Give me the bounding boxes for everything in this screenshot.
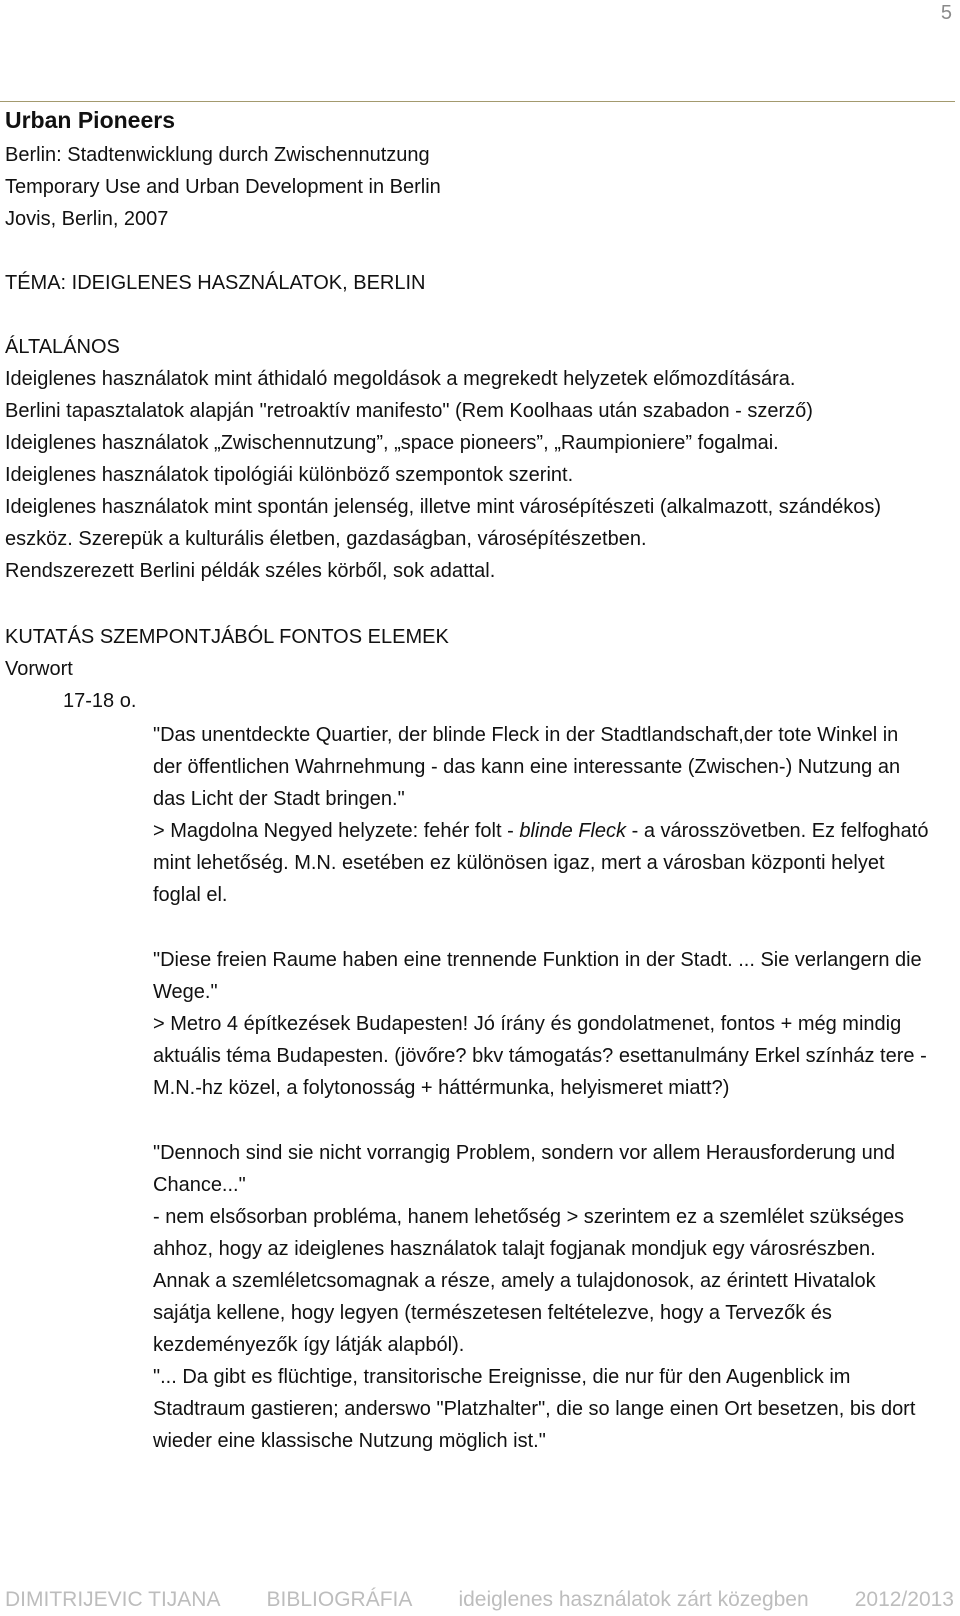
footer-author: DIMITRIJEVIC TIJANA bbox=[5, 1588, 221, 1611]
comment-line: Annak a szemléletcsomagnak a része, amely a tulajdonosok, az érintett Hivatalok bbox=[153, 1270, 876, 1292]
comment-emphasis: blinde Fleck bbox=[519, 820, 627, 842]
quote-3 bbox=[153, 1137, 943, 1457]
general-line: Ideiglenes használatok tipológiái különböző szempontok szerint. bbox=[5, 464, 574, 486]
comment-line: - nem elsősorban probléma, hanem lehetőség > szerintem ez a szemlélet szükséges bbox=[153, 1206, 904, 1228]
comment-line: sajátja kellene, hogy legyen (természetesen feltételezve, hogy a Tervezők és bbox=[153, 1302, 832, 1324]
quote-line: Wege." bbox=[153, 981, 218, 1003]
comment-line: aktuális téma Budapesten. (jövőre? bkv támogatás? esettanulmány Erkel színház tere - bbox=[153, 1045, 927, 1067]
quote-line: der öffentlichen Wahrnehmung - das kann eine interessante (Zwischen-) Nutzung an bbox=[153, 756, 901, 778]
page-number: 5 bbox=[940, 2, 952, 24]
quote-line: "Dennoch sind sie nicht vorrangig Problem, sondern vor allem Herausforderung und bbox=[153, 1142, 895, 1164]
general-section bbox=[5, 331, 881, 587]
book-subtitle-en: Temporary Use and Urban Development in Berlin bbox=[5, 176, 441, 198]
research-subheading: Vorwort bbox=[5, 658, 73, 680]
general-heading: ÁLTALÁNOS bbox=[5, 336, 120, 358]
comment-line: ahhoz, hogy az ideiglenes használatok talajt fogjanak mondjuk egy városrészben. bbox=[153, 1238, 876, 1260]
comment-line: > Metro 4 építkezések Budapesten! Jó írány és gondolatmenet, fontos + még mindig bbox=[153, 1013, 902, 1035]
bibliographic-details bbox=[5, 139, 441, 235]
quote-line: "... Da gibt es flüchtige, transitorische Ereignisse, die nur für den Augenblick im bbox=[153, 1366, 851, 1388]
comment-text: - a városszövetben. Ez felfogható bbox=[626, 820, 929, 842]
quote-line: das Licht der Stadt bringen." bbox=[153, 788, 405, 810]
research-section bbox=[5, 621, 449, 717]
footer-year: 2012/2013 bbox=[854, 1588, 954, 1611]
comment-line: foglal el. bbox=[153, 884, 228, 906]
comment-line: kezdeményezők így látják alapból). bbox=[153, 1334, 465, 1356]
topic-line: TÉMA: IDEIGLENES HASZNÁLATOK, BERLIN bbox=[5, 272, 426, 294]
page-reference: 17-18 o. bbox=[63, 690, 137, 712]
quote-line: Chance..." bbox=[153, 1174, 246, 1196]
footer-section: BIBLIOGRÁFIA bbox=[266, 1588, 413, 1611]
general-line: Rendszerezett Berlini példák széles körből, sok adattal. bbox=[5, 560, 496, 582]
quote-line: "Diese freien Raume haben eine trennende Funktion in der Stadt. ... Sie verlangern die bbox=[153, 949, 922, 971]
general-line: Berlini tapasztalatok alapján "retroaktív manifesto" (Rem Koolhaas után szabadon - szerző) bbox=[5, 400, 813, 422]
document-title: Urban Pioneers bbox=[5, 107, 175, 133]
general-line: Ideiglenes használatok mint spontán jelenség, illetve mint városépítészeti (alkalmazott, szándékos) bbox=[5, 496, 882, 518]
page-footer bbox=[5, 1584, 954, 1616]
comment-text: > Magdolna Negyed helyzete: fehér folt - bbox=[153, 820, 520, 842]
quote-2 bbox=[153, 944, 943, 1104]
general-line: Ideiglenes használatok „Zwischennutzung”, „space pioneers”, „Raumpioniere” fogalmai. bbox=[5, 432, 779, 454]
quote-line: "Das unentdeckte Quartier, der blinde Fleck in der Stadtlandschaft,der tote Winkel in bbox=[153, 724, 899, 746]
quote-line: wieder eine klassische Nutzung möglich ist." bbox=[153, 1430, 546, 1452]
general-line: eszköz. Szerepük a kulturális életben, gazdaságban, városépítészetben. bbox=[5, 528, 647, 550]
comment-line bbox=[153, 815, 943, 847]
comment-line: mint lehetőség. M.N. esetében ez különösen igaz, mert a városban központi helyet bbox=[153, 852, 885, 874]
quote-1 bbox=[153, 719, 943, 911]
general-line: Ideiglenes használatok mint áthidaló megoldások a megrekedt helyzetek előmozdítására. bbox=[5, 368, 796, 390]
publisher-line: Jovis, Berlin, 2007 bbox=[5, 208, 169, 230]
research-heading: KUTATÁS SZEMPONTJÁBÓL FONTOS ELEMEK bbox=[5, 626, 449, 648]
quote-line: Stadtraum gastieren; anderswo "Platzhalter", die so lange einen Ort besetzen, bis dort bbox=[153, 1398, 916, 1420]
book-subtitle-de: Berlin: Stadtenwicklung durch Zwischennutzung bbox=[5, 144, 430, 166]
comment-line: M.N.-hz közel, a folytonosság + háttérmunka, helyismeret miatt?) bbox=[153, 1077, 730, 1099]
header-divider bbox=[0, 101, 955, 102]
footer-topic: ideiglenes használatok zárt közegben bbox=[458, 1588, 809, 1611]
